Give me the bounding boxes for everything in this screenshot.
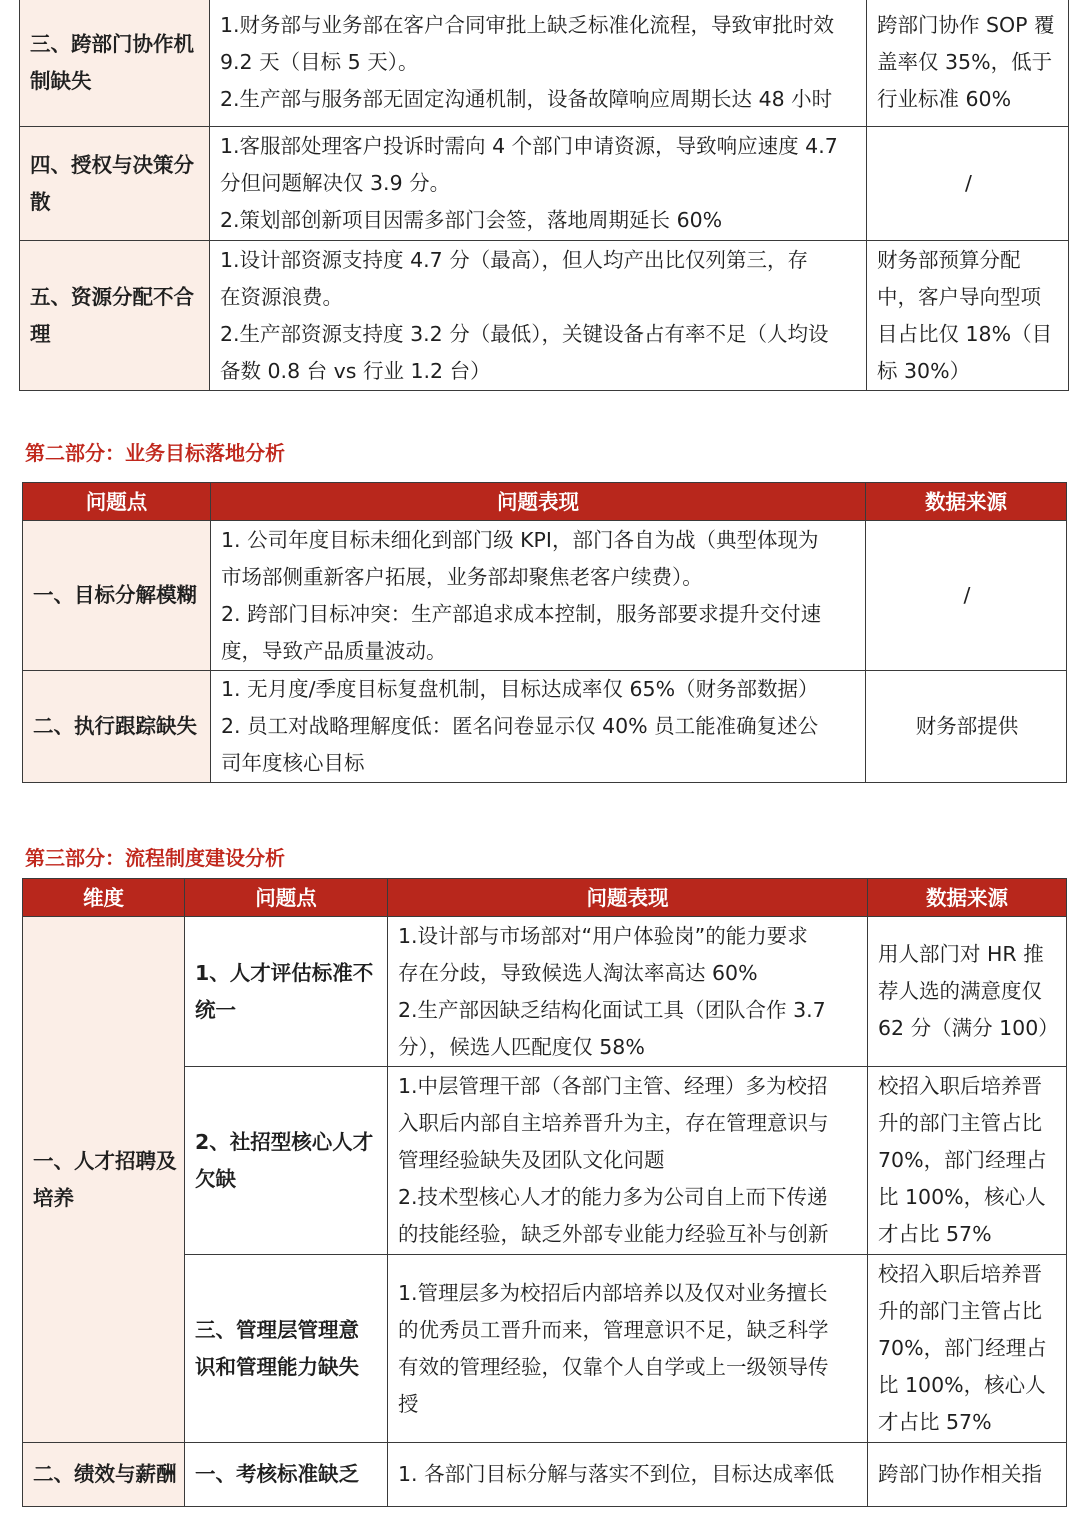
data-source-cell-line: 跨部门协作相关指 [878, 1462, 1042, 1486]
data-source-cell-line: 中，客户导向型项 [877, 284, 1041, 309]
data-source-cell [868, 1067, 1067, 1255]
problem-description-cell-line: 1.设计部资源支持度 4.7 分（最高），但人均产出比仅列第三，存 [220, 247, 808, 272]
dimension-cell-line: 一、人才招聘及 [33, 1148, 177, 1173]
problem-description-cell-line: 2.生产部与服务部无固定沟通机制，设备故障响应周期长达 48 小时 [220, 87, 833, 111]
data-source-cell-line: 行业标准 60% [877, 87, 1012, 111]
problem-description-cell-line: 授 [398, 1391, 419, 1416]
table-row [23, 671, 1067, 783]
data-source-cell-line: 比 100%，核心人 [878, 1185, 1046, 1209]
problem-description-cell-line: 2.生产部资源支持度 3.2 分（最低），关键设备占有率不足（人均设 [220, 321, 829, 346]
data-source-cell-line: 标 30%） [877, 358, 971, 383]
problem-description-cell [388, 917, 868, 1067]
problem-description-cell [388, 1255, 868, 1443]
table-row [23, 1443, 1067, 1507]
problem-description-cell-line: 9.2 天（目标 5 天）。 [220, 50, 419, 74]
data-source-cell [868, 1443, 1067, 1507]
table-org-issues [19, 0, 1069, 391]
problem-description-cell-line: 1.设计部与市场部对“用户体验岗”的能力要求 [398, 923, 808, 948]
problem-description-cell-line: 度，导致产品质量波动。 [221, 638, 447, 663]
problem-description-cell-line: 在资源浪费。 [220, 284, 343, 309]
section-3-title: 第三部分：流程制度建设分析 [25, 846, 285, 870]
problem-point-cell-line: 五、资源分配不合 [30, 284, 194, 309]
problem-point-cell [20, 127, 210, 241]
table-row [20, 127, 1069, 241]
problem-description-cell [210, 0, 867, 127]
data-source-cell-line: 校招入职后培养晋 [878, 1262, 1042, 1286]
problem-point-cell [185, 1067, 388, 1255]
problem-description-cell-line: 1.中层管理干部（各部门主管、经理）多为校招 [398, 1074, 828, 1098]
problem-point-cell-line: 散 [30, 189, 51, 214]
problem-point-cell-line: 1、人才评估标准不 [195, 960, 374, 985]
data-source-cell-line: 用人部门对 HR 推 [878, 942, 1044, 966]
problem-point-cell [23, 521, 211, 671]
data-source-cell [867, 127, 1069, 241]
header-dimension: 维度 [23, 879, 185, 917]
problem-point-cell [185, 917, 388, 1067]
problem-description-cell-line: 2.技术型核心人才的能力多为公司自上而下传递 [398, 1185, 828, 1209]
problem-point-cell-line: 二、执行跟踪缺失 [33, 714, 197, 738]
dimension-cell-line: 二、绩效与薪酬 [33, 1462, 177, 1486]
data-source-cell-line: / [963, 583, 971, 607]
problem-description-cell-line: 存在分歧，导致候选人淘汰率高达 60% [398, 960, 758, 985]
header-problem-point: 问题点 [185, 879, 388, 917]
data-source-cell [866, 671, 1067, 783]
problem-description-cell [388, 1443, 868, 1507]
problem-description-cell [211, 671, 866, 783]
problem-point-cell-line: 制缺失 [30, 68, 92, 93]
problem-point-cell-line: 欠缺 [195, 1166, 236, 1191]
data-source-cell-line: 才占比 57% [878, 1410, 992, 1434]
problem-description-cell-line: 2. 员工对战略理解度低：匿名问卷显示仅 40% 员工能准确复述公 [221, 714, 819, 738]
problem-description-cell-line: 1. 无月度/季度目标复盘机制，目标达成率仅 65%（财务部数据） [221, 677, 819, 701]
data-source-cell-line: 70%，部门经理占 [878, 1148, 1047, 1172]
problem-description-cell [388, 1067, 868, 1255]
problem-point-cell [23, 671, 211, 783]
problem-description-cell-line: 市场部侧重新客户拓展，业务部却聚焦老客户续费）。 [221, 564, 703, 589]
problem-description-cell-line: 1. 公司年度目标未细化到部门级 KPI，部门各自为战（典型体现为 [221, 527, 819, 552]
header-problem-description: 问题表现 [388, 879, 868, 917]
data-source-cell [867, 241, 1069, 391]
data-source-cell-line: 升的部门主管占比 [878, 1111, 1042, 1135]
problem-description-cell-line: 1.管理层多为校招后内部培养以及仅对业务擅长 [398, 1280, 828, 1305]
problem-description-cell-line: 司年度核心目标 [221, 751, 365, 775]
table-row [20, 0, 1069, 127]
problem-description-cell-line: 2. 跨部门目标冲突：生产部追求成本控制，服务部要求提升交付速 [221, 601, 822, 626]
table-row [20, 241, 1069, 391]
problem-point-cell [185, 1255, 388, 1443]
problem-description-cell-line: 分但问题解决仅 3.9 分。 [220, 171, 451, 195]
data-source-cell-line: 目占比仅 18%（目 [877, 321, 1053, 346]
header-problem-description: 问题表现 [211, 483, 866, 521]
problem-point-cell [185, 1443, 388, 1507]
section-2-title: 第二部分：业务目标落地分析 [25, 441, 285, 465]
problem-description-cell-line: 入职后内部自主培养晋升为主，存在管理意识与 [398, 1111, 829, 1135]
table-row [23, 917, 1067, 1067]
data-source-cell-line: 70%，部门经理占 [878, 1336, 1047, 1360]
problem-description-cell [210, 241, 867, 391]
header-problem-point: 问题点 [23, 483, 211, 521]
data-source-cell [866, 521, 1067, 671]
data-source-cell-line: 跨部门协作 SOP 覆 [877, 13, 1055, 37]
dimension-cell [23, 917, 185, 1443]
data-source-cell-line: 财务部预算分配 [877, 247, 1021, 272]
problem-description-cell-line: 2.生产部因缺乏结构化面试工具（团队合作 3.7 [398, 997, 826, 1022]
data-source-cell-line: / [965, 171, 972, 195]
problem-description-cell-line: 的优秀员工晋升而来，管理意识不足，缺乏科学 [398, 1317, 829, 1342]
problem-point-cell-line: 识和管理能力缺失 [195, 1354, 359, 1379]
data-source-cell-line: 盖率仅 35%，低于 [877, 50, 1053, 74]
problem-point-cell-line: 理 [30, 321, 51, 346]
problem-description-cell-line: 1.财务部与业务部在客户合同审批上缺乏标准化流程，导致审批时效 [220, 13, 835, 37]
data-source-cell-line: 比 100%，核心人 [878, 1373, 1046, 1397]
table-business-goals [22, 482, 1067, 783]
problem-point-cell-line: 四、授权与决策分 [30, 152, 194, 177]
problem-description-cell [211, 521, 866, 671]
dimension-cell [23, 1443, 185, 1507]
data-source-cell-line: 升的部门主管占比 [878, 1299, 1042, 1323]
problem-description-cell-line: 1.客服部处理客户投诉时需向 4 个部门申请资源，导致响应速度 4.7 [220, 134, 838, 158]
dimension-cell-line: 培养 [33, 1185, 74, 1210]
problem-point-cell-line: 一、考核标准缺乏 [195, 1462, 359, 1486]
data-source-cell [868, 1255, 1067, 1443]
problem-point-cell-line: 三、管理层管理意 [195, 1317, 359, 1342]
data-source-cell-line: 才占比 57% [878, 1222, 992, 1246]
header-data-source: 数据来源 [866, 483, 1067, 521]
table-row [23, 521, 1067, 671]
problem-description-cell-line: 管理经验缺失及团队文化问题 [398, 1148, 665, 1172]
problem-description-cell-line: 备数 0.8 台 vs 行业 1.2 台） [220, 358, 491, 383]
problem-description-cell-line: 2.策划部创新项目因需多部门会签，落地周期延长 60% [220, 208, 723, 232]
problem-description-cell-line: 1. 各部门目标分解与落实不到位，目标达成率低 [398, 1462, 835, 1486]
data-source-cell-line: 财务部提供 [915, 714, 1019, 738]
data-source-cell [868, 917, 1067, 1067]
data-source-cell-line: 62 分（满分 100） [878, 1016, 1059, 1040]
problem-point-cell [20, 241, 210, 391]
problem-point-cell-line: 一、目标分解模糊 [33, 583, 197, 607]
table-header-row [23, 879, 1067, 917]
problem-point-cell-line: 三、跨部门协作机 [30, 31, 194, 56]
problem-point-cell-line: 2、社招型核心人才 [195, 1129, 374, 1154]
problem-description-cell-line: 分），候选人匹配度仅 58% [398, 1034, 645, 1059]
table-process-system [22, 878, 1067, 1507]
data-source-cell [867, 0, 1069, 127]
problem-description-cell [210, 127, 867, 241]
problem-description-cell-line: 的技能经验，缺乏外部专业能力经验互补与创新 [398, 1222, 829, 1246]
problem-point-cell [20, 0, 210, 127]
problem-point-cell-line: 统一 [195, 997, 236, 1022]
table-header-row [23, 483, 1067, 521]
header-data-source: 数据来源 [868, 879, 1067, 917]
data-source-cell-line: 荐人选的满意度仅 [878, 979, 1042, 1003]
problem-description-cell-line: 有效的管理经验，仅靠个人自学或上一级领导传 [398, 1354, 829, 1379]
data-source-cell-line: 校招入职后培养晋 [878, 1074, 1042, 1098]
